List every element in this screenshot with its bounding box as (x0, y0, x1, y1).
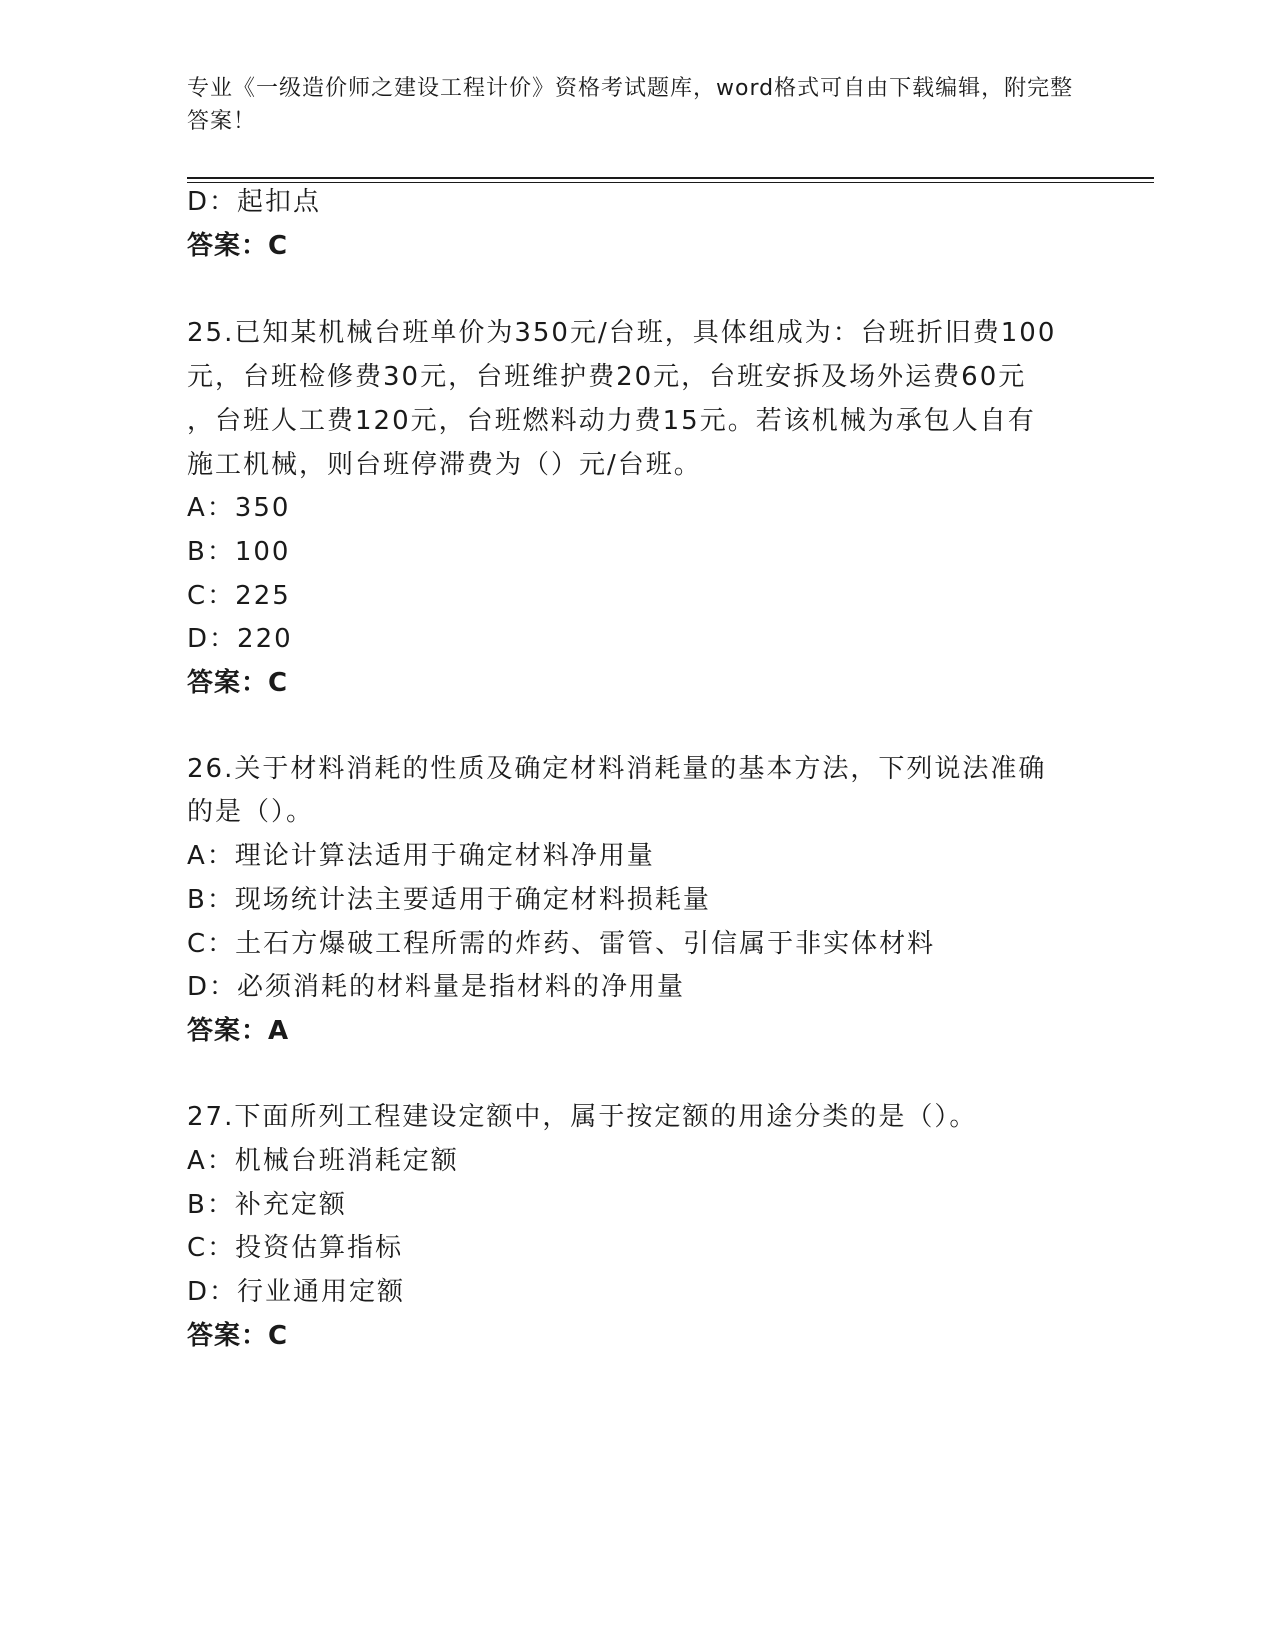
answer: 答案：A (187, 1016, 290, 1046)
question-text-line: 元，台班检修费30元，台班维护费20元，台班安拆及场外运费60元 (187, 362, 1027, 392)
option-c: C：投资估算指标 (187, 1233, 404, 1263)
question-text-line: 的是（）。 (187, 797, 315, 827)
page-header: 专业《一级造价师之建设工程计价》资格考试题库，word格式可自由下载编辑，附完整答案！ (187, 76, 1074, 134)
header-rule-thin (187, 182, 1154, 183)
option-b: B：补充定额 (187, 1190, 347, 1220)
option-a: A：350 (187, 493, 291, 523)
prev-question-answer: 答案：C (187, 231, 289, 261)
question-text-line: 27.下面所列工程建设定额中，属于按定额的用途分类的是（）。 (187, 1102, 978, 1132)
option-d: D：220 (187, 624, 293, 654)
answer: 答案：C (187, 668, 289, 698)
header-rule-thick (187, 177, 1154, 179)
prev-question-option-d: D：起扣点 (187, 187, 322, 217)
option-a: A：理论计算法适用于确定材料净用量 (187, 841, 655, 871)
option-c: C：225 (187, 581, 291, 611)
option-b: B：100 (187, 537, 291, 567)
option-a: A：机械台班消耗定额 (187, 1146, 459, 1176)
question-text-line: 25.已知某机械台班单价为350元/台班，具体组成为：台班折旧费100 (187, 318, 1057, 348)
option-d: D：必须消耗的材料量是指材料的净用量 (187, 972, 686, 1002)
option-d: D：行业通用定额 (187, 1277, 406, 1307)
option-b: B：现场统计法主要适用于确定材料损耗量 (187, 885, 711, 915)
answer: 答案：C (187, 1321, 289, 1351)
question-text-line: 26.关于材料消耗的性质及确定材料消耗量的基本方法，下列说法准确 (187, 754, 1047, 784)
question-text-line: ，台班人工费120元，台班燃料动力费15元。若该机械为承包人自有 (187, 406, 1036, 436)
option-c: C：土石方爆破工程所需的炸药、雷管、引信属于非实体材料 (187, 929, 936, 959)
question-text-line: 施工机械，则台班停滞费为（）元/台班。 (187, 450, 702, 480)
